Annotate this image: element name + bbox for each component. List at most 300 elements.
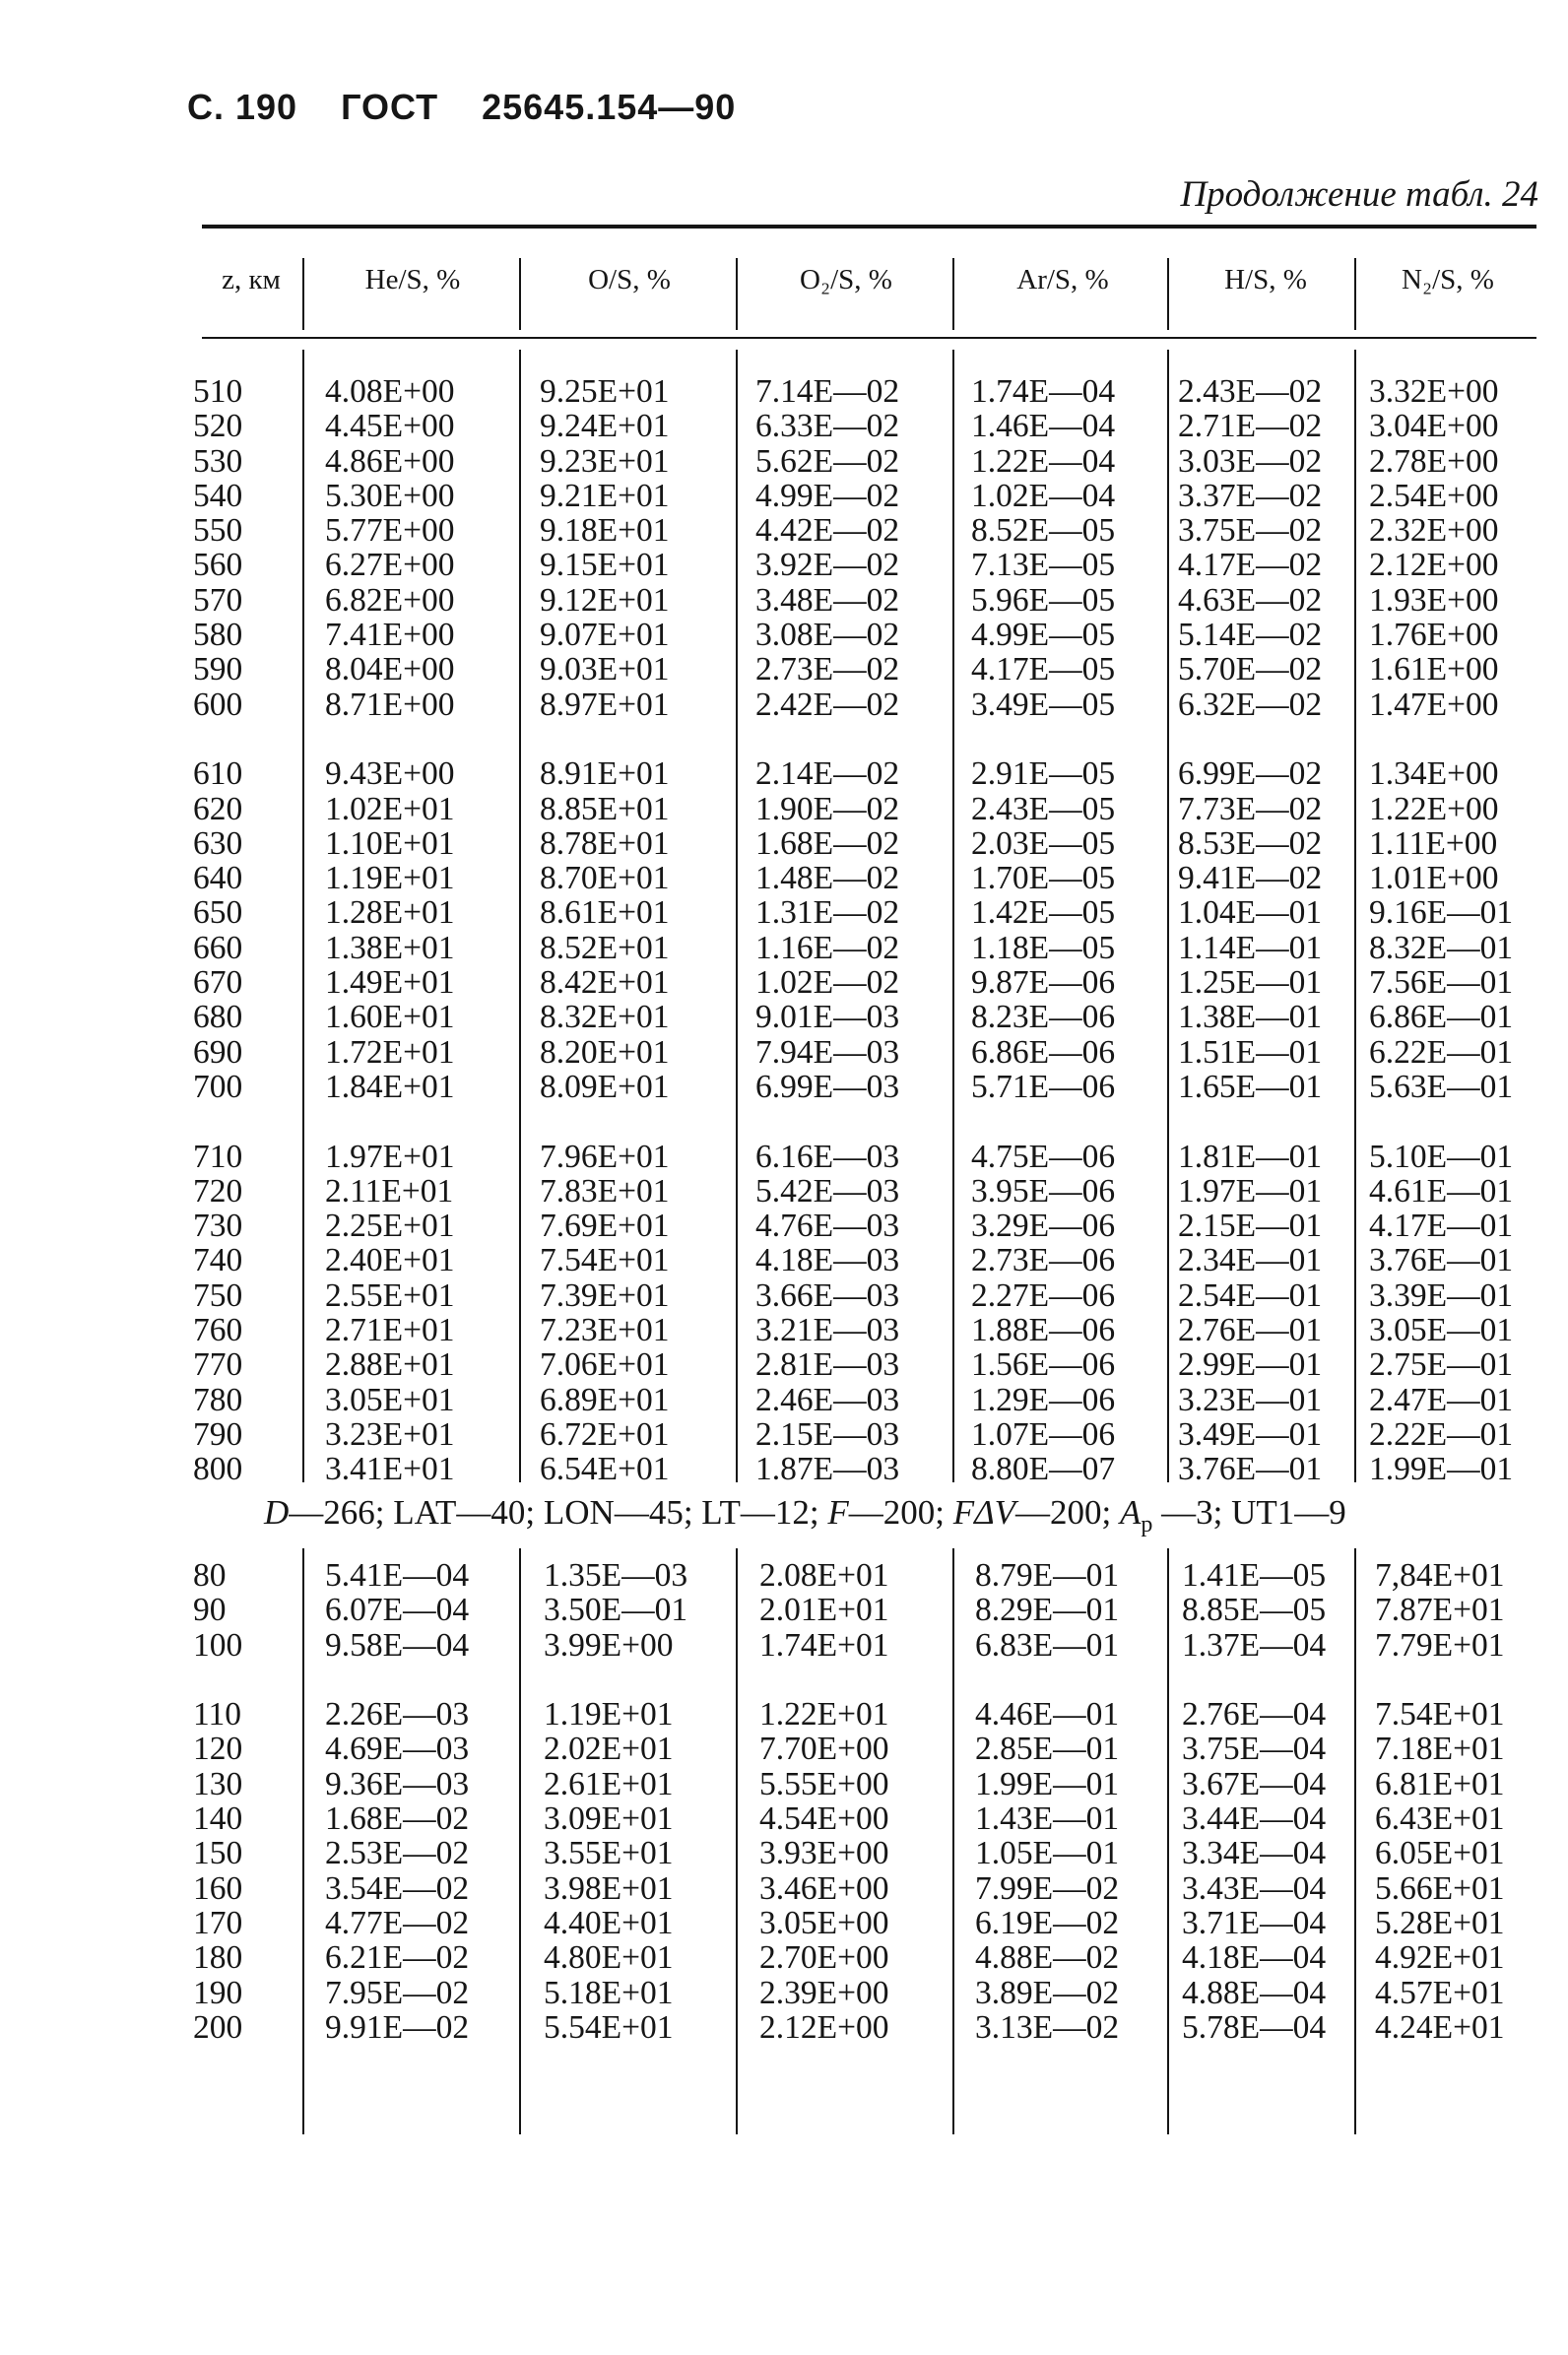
- table-cell: 8.78E+01: [540, 824, 670, 862]
- table-cell: 5.66E+01: [1375, 1869, 1505, 1907]
- table-cell: 1.90E—02: [755, 790, 900, 827]
- table-cell: 3.66E—03: [755, 1276, 900, 1314]
- table-cell: 650: [193, 894, 243, 932]
- column-divider: [302, 350, 304, 1482]
- standard-number: 25645.154—90: [482, 87, 737, 127]
- group-spacer: [193, 1663, 272, 1697]
- table-cell: 790: [193, 1415, 243, 1453]
- column-divider: [1167, 350, 1169, 1482]
- standard-label: ГОСТ: [341, 87, 439, 127]
- column-he-block1: [325, 374, 454, 1487]
- table-cell: 7.14E—02: [755, 373, 900, 410]
- table-cell: 110: [193, 1696, 242, 1734]
- table-cell: 8.85E+01: [540, 790, 670, 827]
- caption-ap-subscript: p: [1141, 1512, 1153, 1537]
- table-cell: 1.48E—02: [755, 860, 900, 897]
- table-cell: 8.29E—01: [975, 1592, 1120, 1629]
- table-cell: 1.22E+01: [759, 1696, 889, 1734]
- table-cell: 7.54E+01: [1375, 1696, 1505, 1734]
- table-cell: 130: [193, 1765, 243, 1802]
- table-cell: 3.49E—01: [1178, 1415, 1323, 1453]
- table-cell: 4.17E—05: [971, 651, 1116, 688]
- table-cell: 7.54E+01: [540, 1242, 670, 1279]
- table-cell: 2.85E—01: [975, 1731, 1120, 1768]
- table-cell: 1.56E—06: [971, 1346, 1116, 1384]
- header-divider: [1354, 258, 1356, 330]
- table-cell: 2.88E+01: [325, 1346, 455, 1384]
- table-cell: 7.87E+01: [1375, 1592, 1505, 1629]
- table-cell: 4.17E—02: [1178, 547, 1323, 584]
- header-n2: N₂/S, %: [1402, 264, 1494, 295]
- group-spacer: [1375, 1663, 1504, 1697]
- table-cell: 1.07E—06: [971, 1415, 1116, 1453]
- caption-d-value: —266; LAT—40; LON—45; LT—12;: [289, 1493, 828, 1532]
- table-cell: 2.53E—02: [325, 1835, 470, 1872]
- table-cell: 7.69E+01: [540, 1208, 670, 1245]
- table-cell: 9.07E+01: [540, 617, 670, 654]
- table-cell: 3.71E—04: [1182, 1904, 1327, 1941]
- table-cell: 2.47E—01: [1369, 1381, 1514, 1418]
- table-cell: 680: [193, 999, 243, 1036]
- table-cell: 760: [193, 1312, 243, 1349]
- table-cell: 3.03E—02: [1178, 442, 1323, 480]
- table-cell: 9.43E+00: [325, 755, 455, 793]
- table-cell: 4.69E—03: [325, 1731, 470, 1768]
- column-divider: [302, 1548, 304, 2134]
- table-cell: 1.19E+01: [544, 1696, 674, 1734]
- table-cell: 6.16E—03: [755, 1138, 900, 1175]
- table-cell: 9.36E—03: [325, 1765, 470, 1802]
- table-cell: 1.51E—01: [1178, 1033, 1323, 1071]
- group-spacer: [1369, 1104, 1513, 1139]
- group-spacer: [1182, 1663, 1326, 1697]
- table-cell: 9.01E—03: [755, 999, 900, 1036]
- table-cell: 690: [193, 1033, 243, 1071]
- table-cell: 2.03E—05: [971, 824, 1116, 862]
- table-cell: 7.39E+01: [540, 1276, 670, 1314]
- table-cell: 1.02E—02: [755, 964, 900, 1002]
- table-cell: 3.92E—02: [755, 547, 900, 584]
- group-spacer: [975, 1663, 1119, 1697]
- table-cell: 2.78E+00: [1369, 442, 1499, 480]
- table-cell: 200: [193, 2008, 243, 2046]
- table-cell: 4.80E+01: [544, 1939, 674, 1977]
- table-cell: 7.96E+01: [540, 1138, 670, 1175]
- table-cell: 4.57E+01: [1375, 1974, 1505, 2011]
- table-cell: 2.99E—01: [1178, 1346, 1323, 1384]
- table-cell: 6.32E—02: [1178, 686, 1323, 723]
- group-spacer: [193, 1104, 272, 1139]
- table-cell: 8.80E—07: [971, 1451, 1116, 1488]
- table-cell: 2.75E—01: [1369, 1346, 1514, 1384]
- table-cell: 1.02E—04: [971, 477, 1116, 514]
- column-o-block1: [540, 374, 669, 1487]
- table-cell: 6.83E—01: [975, 1626, 1120, 1664]
- table-cell: 3.05E+01: [325, 1381, 455, 1418]
- table-cell: 3.99E+00: [544, 1626, 674, 1664]
- table-cell: 8.53E—02: [1178, 824, 1323, 862]
- table-cell: 1.10E+01: [325, 824, 455, 862]
- table-cell: 560: [193, 547, 243, 584]
- table-cell: 660: [193, 929, 243, 966]
- table-cell: 8.97E+01: [540, 686, 670, 723]
- table-cell: 7.56E—01: [1369, 964, 1514, 1002]
- table-cell: 3.23E—01: [1178, 1381, 1323, 1418]
- table-cell: 1.49E+01: [325, 964, 455, 1002]
- table-cell: 780: [193, 1381, 243, 1418]
- column-ar-block2: [975, 1558, 1119, 2045]
- table-cell: 9.15E+01: [540, 547, 670, 584]
- table-cell: 8.04E+00: [325, 651, 455, 688]
- group-spacer: [325, 722, 454, 756]
- table-cell: 9.91E—02: [325, 2008, 470, 2046]
- header-he: He/S, %: [364, 264, 461, 295]
- table-cell: 2.27E—06: [971, 1276, 1116, 1314]
- table-cell: 8.61E+01: [540, 894, 670, 932]
- table-cell: 1.61E+00: [1369, 651, 1499, 688]
- table-cell: 9.25E+01: [540, 373, 670, 410]
- table-cell: 4.18E—04: [1182, 1939, 1327, 1977]
- table-cell: 2.71E—02: [1178, 408, 1323, 445]
- column-o2-block2: [759, 1558, 888, 2045]
- table-cell: 6.27E+00: [325, 547, 455, 584]
- table-cell: 3.75E—04: [1182, 1731, 1327, 1768]
- table-cell: 3.08E—02: [755, 617, 900, 654]
- table-cell: 620: [193, 790, 243, 827]
- table-cell: 2.61E+01: [544, 1765, 674, 1802]
- column-divider: [952, 350, 954, 1482]
- header-divider: [952, 258, 954, 330]
- table-cell: 8.32E—01: [1369, 929, 1514, 966]
- table-cell: 2.32E+00: [1369, 512, 1499, 550]
- table-cell: 6.54E+01: [540, 1451, 670, 1488]
- table-cell: 4.77E—02: [325, 1904, 470, 1941]
- table-cell: 550: [193, 512, 243, 550]
- table-cell: 140: [193, 1800, 243, 1838]
- table-cell: 3.29E—06: [971, 1208, 1116, 1245]
- table-cell: 1.22E+00: [1369, 790, 1499, 827]
- page-header: [187, 87, 779, 128]
- header-divider: [1167, 258, 1169, 330]
- table-cell: 7.41E+00: [325, 617, 455, 654]
- table-cell: 1.42E—05: [971, 894, 1116, 932]
- table-cell: 3.13E—02: [975, 2008, 1120, 2046]
- table-cell: 6.99E—03: [755, 1068, 900, 1105]
- column-divider: [1354, 350, 1356, 1482]
- group-spacer: [971, 1104, 1115, 1139]
- table-cell: 3.67E—04: [1182, 1765, 1327, 1802]
- table-cell: 1.05E—01: [975, 1835, 1120, 1872]
- table-cell: 2.54E+00: [1369, 477, 1499, 514]
- column-he-block2: [325, 1558, 469, 2045]
- table-cell: 1.84E+01: [325, 1068, 455, 1105]
- table-cell: 1.37E—04: [1182, 1626, 1327, 1664]
- table-cell: 3.89E—02: [975, 1974, 1120, 2011]
- header-ar: Ar/S, %: [1016, 264, 1109, 295]
- column-divider: [1354, 1548, 1356, 2134]
- table-cell: 5.77E+00: [325, 512, 455, 550]
- table-header-rule: [202, 337, 1536, 339]
- table-cell: 7.06E+01: [540, 1346, 670, 1384]
- group-spacer: [971, 722, 1115, 756]
- table-cell: 6.86E—01: [1369, 999, 1514, 1036]
- table-cell: 5.63E—01: [1369, 1068, 1514, 1105]
- column-ar-block1: [971, 374, 1115, 1487]
- header-o2: O₂/S, %: [800, 264, 892, 295]
- table-cell: 8.70E+01: [540, 860, 670, 897]
- table-cell: 5.62E—02: [755, 442, 900, 480]
- table-cell: 590: [193, 651, 243, 688]
- header-h: H/S, %: [1224, 264, 1307, 295]
- table-cell: 1.14E—01: [1178, 929, 1323, 966]
- table-cell: 1.68E—02: [325, 1800, 470, 1838]
- table-cell: 1.22E—04: [971, 442, 1116, 480]
- table-cell: 3.23E+01: [325, 1415, 455, 1453]
- table-cell: 4.61E—01: [1369, 1172, 1514, 1210]
- column-divider: [736, 350, 738, 1482]
- table-cell: 2.02E+01: [544, 1731, 674, 1768]
- table-cell: 1.76E+00: [1369, 617, 1499, 654]
- table-cell: 7.95E—02: [325, 1974, 470, 2011]
- table-cell: 3.05E—01: [1369, 1312, 1514, 1349]
- table-continuation-note: Продолжение табл. 24: [1180, 174, 1538, 215]
- table-cell: 2.39E+00: [759, 1974, 889, 2011]
- table-cell: 5.30E+00: [325, 477, 455, 514]
- table-cell: 2.70E+00: [759, 1939, 889, 1977]
- group-spacer: [193, 722, 272, 756]
- table-cell: 6.33E—02: [755, 408, 900, 445]
- table-cell: 4.88E—04: [1182, 1974, 1327, 2011]
- table-cell: 100: [193, 1626, 243, 1664]
- conditions-caption: [264, 1493, 1346, 1538]
- table-cell: 2.73E—02: [755, 651, 900, 688]
- table-cell: 5.54E+01: [544, 2008, 674, 2046]
- table-cell: 8.52E—05: [971, 512, 1116, 550]
- table-cell: 1.35E—03: [544, 1557, 688, 1594]
- table-cell: 1.43E—01: [975, 1800, 1120, 1838]
- table-cell: 2.22E—01: [1369, 1415, 1514, 1453]
- column-divider: [519, 1548, 521, 2134]
- table-cell: 2.15E—03: [755, 1415, 900, 1453]
- header-o: O/S, %: [588, 264, 671, 295]
- table-cell: 2.01E+01: [759, 1592, 889, 1629]
- table-cell: 8.42E+01: [540, 964, 670, 1002]
- table-cell: 5.71E—06: [971, 1068, 1116, 1105]
- table-cell: 1.11E+00: [1369, 824, 1498, 862]
- table-cell: 9.41E—02: [1178, 860, 1323, 897]
- table-cell: 4.45E+00: [325, 408, 455, 445]
- caption-d-symbol: D: [264, 1493, 290, 1532]
- caption-f-symbol: F: [827, 1493, 849, 1532]
- table-cell: 2.11E+01: [325, 1172, 454, 1210]
- table-cell: 1.99E—01: [975, 1765, 1120, 1802]
- table-cell: 8.23E—06: [971, 999, 1116, 1036]
- table-cell: 2.76E—04: [1182, 1696, 1327, 1734]
- table-cell: 2.40E+01: [325, 1242, 455, 1279]
- table-cell: 2.26E—03: [325, 1696, 470, 1734]
- table-cell: 5.10E—01: [1369, 1138, 1514, 1175]
- table-cell: 600: [193, 686, 243, 723]
- table-cell: 1.41E—05: [1182, 1557, 1327, 1594]
- table-cell: 1.93E+00: [1369, 581, 1499, 619]
- table-cell: 120: [193, 1731, 243, 1768]
- table-cell: 540: [193, 477, 243, 514]
- group-spacer: [540, 1104, 669, 1139]
- table-cell: 5.18E+01: [544, 1974, 674, 2011]
- table-cell: 2.25E+01: [325, 1208, 455, 1245]
- table-cell: 2.42E—02: [755, 686, 900, 723]
- table-cell: 1.29E—06: [971, 1381, 1116, 1418]
- table-cell: 90: [193, 1592, 227, 1629]
- table-cell: 9.16E—01: [1369, 894, 1514, 932]
- table-cell: 2.81E—03: [755, 1346, 900, 1384]
- table-cell: 170: [193, 1904, 243, 1941]
- table-cell: 2.91E—05: [971, 755, 1116, 793]
- table-cell: 4.54E+00: [759, 1800, 889, 1838]
- table-cell: 3.43E—04: [1182, 1869, 1327, 1907]
- caption-ap-value: —3; UT1—9: [1152, 1493, 1346, 1532]
- table-cell: 2.43E—02: [1178, 373, 1323, 410]
- group-spacer: [540, 722, 669, 756]
- table-cell: 2.34E—01: [1178, 1242, 1323, 1279]
- table-cell: 3.04E+00: [1369, 408, 1499, 445]
- table-cell: 4.24E+01: [1375, 2008, 1505, 2046]
- table-cell: 160: [193, 1869, 243, 1907]
- table-cell: 4.99E—02: [755, 477, 900, 514]
- column-o2-block1: [755, 374, 899, 1487]
- table-cell: 1.19E+01: [325, 860, 455, 897]
- table-cell: 520: [193, 408, 243, 445]
- column-divider: [952, 1548, 954, 2134]
- table-cell: 9.21E+01: [540, 477, 670, 514]
- table-cell: 180: [193, 1939, 243, 1977]
- table-cell: 2.43E—05: [971, 790, 1116, 827]
- table-cell: 7.79E+01: [1375, 1626, 1505, 1664]
- table-cell: 3.09E+01: [544, 1800, 674, 1838]
- table-cell: 2.73E—06: [971, 1242, 1116, 1279]
- table-cell: 2.54E—01: [1178, 1276, 1323, 1314]
- table-cell: 80: [193, 1557, 227, 1594]
- table-cell: 1.88E—06: [971, 1312, 1116, 1349]
- table-cell: 710: [193, 1138, 243, 1175]
- table-cell: 1.74E+01: [759, 1626, 889, 1664]
- table-cell: 3.95E—06: [971, 1172, 1116, 1210]
- table-cell: 7.18E+01: [1375, 1731, 1505, 1768]
- table-cell: 7.13E—05: [971, 547, 1116, 584]
- table-cell: 7.83E+01: [540, 1172, 670, 1210]
- table-cell: 8.32E+01: [540, 999, 670, 1036]
- caption-f-value: —200;: [848, 1493, 953, 1532]
- table-cell: 3.32E+00: [1369, 373, 1499, 410]
- table-cell: 9.12E+01: [540, 581, 670, 619]
- table-cell: 2.46E—03: [755, 1381, 900, 1418]
- table-cell: 9.58E—04: [325, 1626, 470, 1664]
- column-n2-block2: [1375, 1558, 1504, 2045]
- table-cell: 3.48E—02: [755, 581, 900, 619]
- table-cell: 3.76E—01: [1369, 1242, 1514, 1279]
- table-cell: 190: [193, 1974, 243, 2011]
- table-cell: 2.08E+01: [759, 1557, 889, 1594]
- table-cell: 8.85E—05: [1182, 1592, 1327, 1629]
- table-cell: 9.87E—06: [971, 964, 1116, 1002]
- table-cell: 6.81E+01: [1375, 1765, 1505, 1802]
- table-cell: 4.63E—02: [1178, 581, 1323, 619]
- group-spacer: [759, 1663, 888, 1697]
- table-cell: 1.74E—04: [971, 373, 1116, 410]
- table-cell: 4.92E+01: [1375, 1939, 1505, 1977]
- table-cell: 7.99E—02: [975, 1869, 1120, 1907]
- caption-fdv-value: —200;: [1015, 1493, 1120, 1532]
- group-spacer: [755, 1104, 899, 1139]
- table-cell: 3.50E—01: [544, 1592, 688, 1629]
- table-cell: 3.34E—04: [1182, 1835, 1327, 1872]
- table-cell: 5.96E—05: [971, 581, 1116, 619]
- table-cell: 1.04E—01: [1178, 894, 1323, 932]
- table-cell: 5.42E—03: [755, 1172, 900, 1210]
- column-divider: [1167, 1548, 1169, 2134]
- table-cell: 9.18E+01: [540, 512, 670, 550]
- table-cell: 6.89E+01: [540, 1381, 670, 1418]
- table-cell: 8.52E+01: [540, 929, 670, 966]
- table-cell: 8.09E+01: [540, 1068, 670, 1105]
- table-cell: 800: [193, 1451, 243, 1488]
- table-cell: 2.12E+00: [1369, 547, 1499, 584]
- table-cell: 7.23E+01: [540, 1312, 670, 1349]
- table-cell: 6.19E—02: [975, 1904, 1120, 1941]
- column-n2-block1: [1369, 374, 1513, 1487]
- table-cell: 2.15E—01: [1178, 1208, 1323, 1245]
- table-cell: 1.28E+01: [325, 894, 455, 932]
- table-cell: 4.75E—06: [971, 1138, 1116, 1175]
- table-cell: 1.02E+01: [325, 790, 455, 827]
- group-spacer: [325, 1663, 469, 1697]
- table-cell: 720: [193, 1172, 243, 1210]
- column-h-block1: [1178, 374, 1322, 1487]
- table-cell: 1.65E—01: [1178, 1068, 1323, 1105]
- table-cell: 1.31E—02: [755, 894, 900, 932]
- page-number: С. 190: [187, 87, 298, 127]
- column-z-block2: [193, 1558, 272, 2045]
- table-cell: 4.42E—02: [755, 512, 900, 550]
- table-cell: 6.05E+01: [1375, 1835, 1505, 1872]
- table-cell: 7,84E+01: [1375, 1557, 1505, 1594]
- table-cell: 1.01E+00: [1369, 860, 1499, 897]
- table-cell: 3.93E+00: [759, 1835, 889, 1872]
- table-cell: 570: [193, 581, 243, 619]
- table-cell: 3.39E—01: [1369, 1276, 1514, 1314]
- table-cell: 770: [193, 1346, 243, 1384]
- table-cell: 700: [193, 1068, 243, 1105]
- table-cell: 7.73E—02: [1178, 790, 1323, 827]
- table-cell: 4.88E—02: [975, 1939, 1120, 1977]
- table-cell: 3.98E+01: [544, 1869, 674, 1907]
- table-cell: 3.54E—02: [325, 1869, 470, 1907]
- table-cell: 1.97E—01: [1178, 1172, 1323, 1210]
- group-spacer: [755, 722, 899, 756]
- group-spacer: [1178, 1104, 1322, 1139]
- table-cell: 5.41E—04: [325, 1557, 470, 1594]
- table-cell: 8.71E+00: [325, 686, 455, 723]
- table-cell: 4.40E+01: [544, 1904, 674, 1941]
- table-cell: 740: [193, 1242, 243, 1279]
- table-cell: 4.86E+00: [325, 442, 455, 480]
- table-cell: 1.87E—03: [755, 1451, 900, 1488]
- table-cell: 6.99E—02: [1178, 755, 1323, 793]
- table-cell: 4.46E—01: [975, 1696, 1120, 1734]
- table-cell: 9.23E+01: [540, 442, 670, 480]
- table-cell: 640: [193, 860, 243, 897]
- table-cell: 5.28E+01: [1375, 1904, 1505, 1941]
